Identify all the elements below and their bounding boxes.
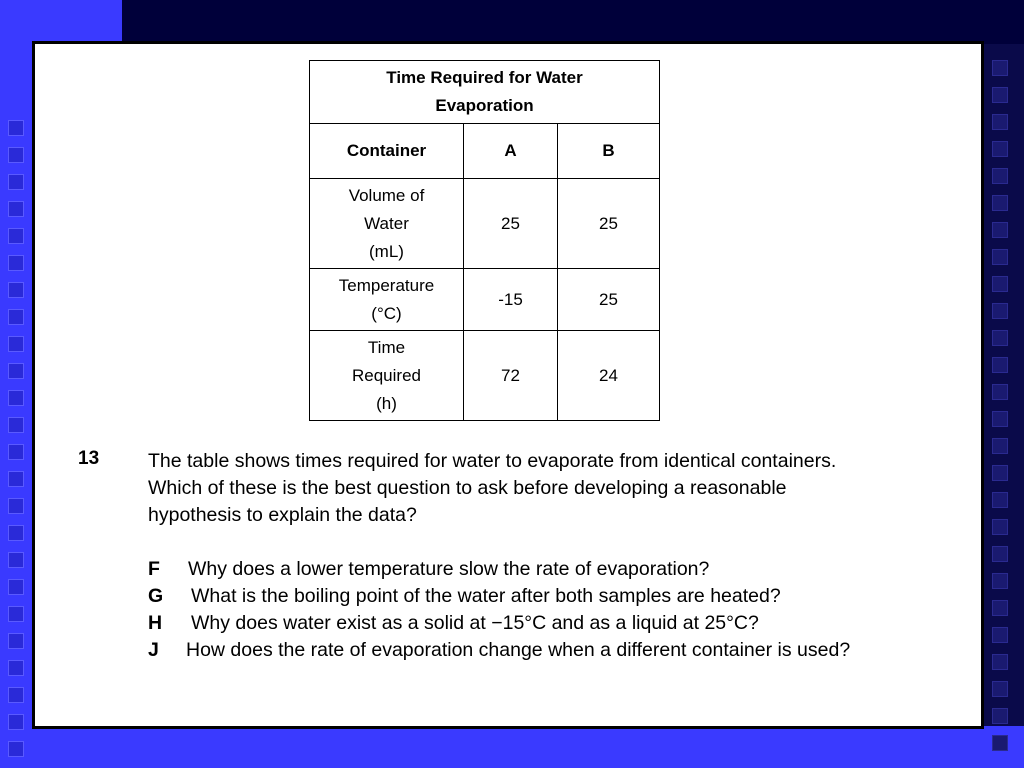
answer-choices: [148, 556, 978, 664]
row-label-time: Time Required (h): [310, 331, 464, 421]
volume-a: 25: [464, 179, 558, 269]
time-b: 24: [558, 331, 660, 421]
row-label-volume: Volume of Water (mL): [310, 179, 464, 269]
row-label-temperature: Temperature (°C): [310, 269, 464, 331]
volume-b: 25: [558, 179, 660, 269]
top-dark-band: [122, 0, 1024, 44]
table-title: [310, 61, 660, 124]
left-decorative-squares: [8, 120, 26, 768]
temperature-a: -15: [464, 269, 558, 331]
question-number: 13: [78, 448, 100, 469]
choice-g[interactable]: G What is the boiling point of the water after both samples are heated?: [148, 585, 781, 607]
table-title-text: Time Required for Water Evaporation: [386, 68, 583, 115]
header-container: Container: [310, 124, 464, 179]
temperature-b: 25: [558, 269, 660, 331]
header-a: A: [464, 124, 558, 179]
slide-panel: [32, 41, 984, 729]
right-decorative-squares: [992, 60, 1010, 762]
choice-j[interactable]: J How does the rate of evaporation change when a different container is used?: [148, 639, 851, 661]
choice-h[interactable]: H Why does water exist as a solid at −15°C and as a liquid at 25°C?: [148, 612, 759, 634]
header-b: B: [558, 124, 660, 179]
time-a: 72: [464, 331, 558, 421]
evaporation-table: [309, 60, 660, 421]
choice-f[interactable]: F Why does a lower temperature slow the rate of evaporation?: [148, 558, 710, 580]
question-stem: The table shows times required for water to evaporate from identical containers. Which of these is the best question to ask before developing a reasonable hypothesis to explain the data?: [148, 450, 837, 526]
